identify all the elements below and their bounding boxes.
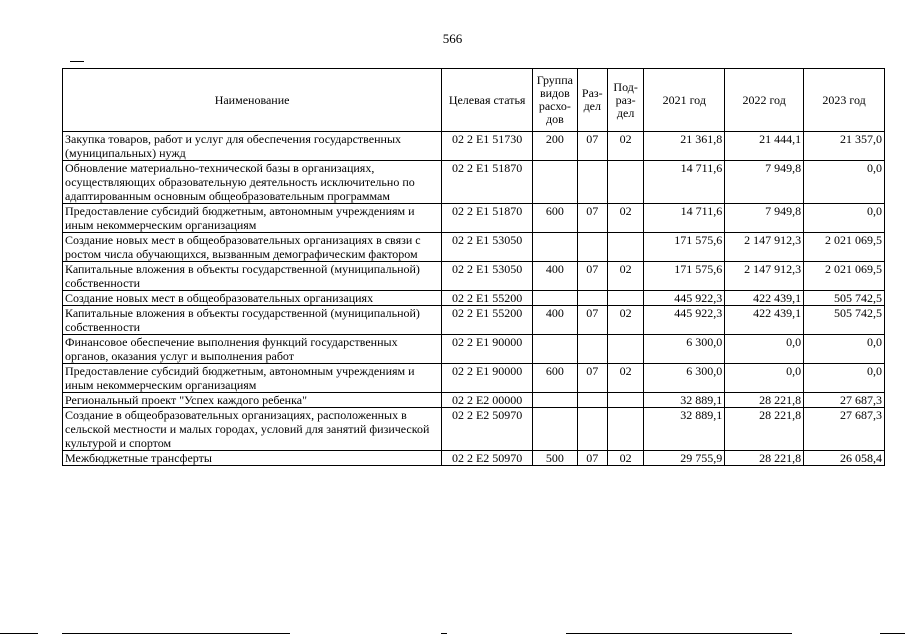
table-row xyxy=(63,335,885,364)
cell-2023: 505 742,5 xyxy=(804,306,885,335)
cell-code: 02 2 E1 51730 xyxy=(442,132,533,161)
cell-2021: 21 361,8 xyxy=(644,132,725,161)
cell-subsection xyxy=(607,335,643,364)
cell-name: Создание новых мест в общеобразовательных организациях xyxy=(63,291,442,306)
cell-2022: 0,0 xyxy=(725,364,804,393)
cell-subsection: 02 xyxy=(607,306,643,335)
page-number: 566 xyxy=(442,31,463,46)
cell-code: 02 2 E2 50970 xyxy=(442,408,533,451)
cell-code: 02 2 E1 55200 xyxy=(442,306,533,335)
cell-group xyxy=(533,393,577,408)
cell-section xyxy=(577,161,607,204)
table-body xyxy=(63,132,885,466)
cell-2021: 29 755,9 xyxy=(644,451,725,466)
cell-section xyxy=(577,291,607,306)
cell-subsection: 02 xyxy=(607,262,643,291)
cell-name: Создание в общеобразовательных организациях, расположенных в сельской местности и малых городах, условий для занятий физической культурой и спортом xyxy=(63,408,442,451)
table-row xyxy=(63,393,885,408)
cell-code: 02 2 E1 90000 xyxy=(442,335,533,364)
cell-2022: 2 147 912,3 xyxy=(725,233,804,262)
cell-code: 02 2 E1 55200 xyxy=(442,291,533,306)
cell-2023: 2 021 069,5 xyxy=(804,233,885,262)
cell-subsection: 02 xyxy=(607,364,643,393)
cell-section: 07 xyxy=(577,204,607,233)
cell-code: 02 2 E2 00000 xyxy=(442,393,533,408)
cell-subsection: 02 xyxy=(607,132,643,161)
cell-section xyxy=(577,408,607,451)
cell-group: 600 xyxy=(533,364,577,393)
cell-name: Региональный проект "Успех каждого ребенка" xyxy=(63,393,442,408)
cell-2023: 0,0 xyxy=(804,161,885,204)
header-2022: 2022 год xyxy=(725,69,804,132)
footer-line-right xyxy=(880,633,905,634)
cell-name: Капитальные вложения в объекты государственной (муниципальной) собственности xyxy=(63,306,442,335)
cell-2022: 28 221,8 xyxy=(725,408,804,451)
cell-group xyxy=(533,408,577,451)
cell-2023: 27 687,3 xyxy=(804,408,885,451)
cell-name: Финансовое обеспечение выполнения функций государственных органов, оказания услуг и выполнения работ xyxy=(63,335,442,364)
cell-group: 400 xyxy=(533,306,577,335)
header-section: Раз-дел xyxy=(577,69,607,132)
footer-line-mid xyxy=(441,633,447,634)
cell-2022: 2 147 912,3 xyxy=(725,262,804,291)
cell-name: Капитальные вложения в объекты государственной (муниципальной) собственности xyxy=(63,262,442,291)
cell-section xyxy=(577,335,607,364)
cell-name: Создание новых мест в общеобразовательных организациях в связи с ростом числа обучающихся, вызванным демографическим фактором xyxy=(63,233,442,262)
cell-name: Межбюджетные трансферты xyxy=(63,451,442,466)
cell-2023: 26 058,4 xyxy=(804,451,885,466)
cell-2023: 27 687,3 xyxy=(804,393,885,408)
cell-name: Предоставление субсидий бюджетным, автономным учреждениям и иным некоммерческим организациям xyxy=(63,204,442,233)
cell-section: 07 xyxy=(577,364,607,393)
table-row xyxy=(63,291,885,306)
cell-2021: 32 889,1 xyxy=(644,408,725,451)
table-row xyxy=(63,132,885,161)
cell-subsection xyxy=(607,393,643,408)
cell-2021: 445 922,3 xyxy=(644,291,725,306)
cell-code: 02 2 E1 51870 xyxy=(442,161,533,204)
cell-name: Обновление материально-технической базы в организациях, осуществляющих образовательную деятельность исключительно по адаптированным основным общеобразовательным программам xyxy=(63,161,442,204)
cell-group: 600 xyxy=(533,204,577,233)
table-row xyxy=(63,451,885,466)
cell-2023: 0,0 xyxy=(804,204,885,233)
cell-group xyxy=(533,291,577,306)
cell-2021: 445 922,3 xyxy=(644,306,725,335)
cell-section: 07 xyxy=(577,451,607,466)
cell-section xyxy=(577,393,607,408)
cell-section: 07 xyxy=(577,132,607,161)
budget-table xyxy=(62,68,885,466)
footer-line xyxy=(566,633,792,634)
cell-group xyxy=(533,335,577,364)
cell-2021: 14 711,6 xyxy=(644,204,725,233)
cell-2022: 7 949,8 xyxy=(725,161,804,204)
header-2021: 2021 год xyxy=(644,69,725,132)
footer-line xyxy=(62,633,290,634)
header-code: Целевая статья xyxy=(442,69,533,132)
cell-section xyxy=(577,233,607,262)
cell-code: 02 2 E1 51870 xyxy=(442,204,533,233)
cell-name: Закупка товаров, работ и услуг для обеспечения государственных (муниципальных) нужд xyxy=(63,132,442,161)
header-2023: 2023 год xyxy=(804,69,885,132)
cell-2022: 0,0 xyxy=(725,335,804,364)
header-mark xyxy=(70,61,84,62)
cell-2023: 2 021 069,5 xyxy=(804,262,885,291)
cell-2021: 32 889,1 xyxy=(644,393,725,408)
cell-section: 07 xyxy=(577,306,607,335)
footer-line-left xyxy=(0,633,38,634)
cell-subsection: 02 xyxy=(607,204,643,233)
cell-subsection xyxy=(607,161,643,204)
cell-group xyxy=(533,233,577,262)
cell-group xyxy=(533,161,577,204)
table-row xyxy=(63,262,885,291)
table-row xyxy=(63,233,885,262)
cell-2022: 7 949,8 xyxy=(725,204,804,233)
cell-subsection xyxy=(607,291,643,306)
cell-2022: 28 221,8 xyxy=(725,393,804,408)
cell-2022: 21 444,1 xyxy=(725,132,804,161)
cell-2021: 171 575,6 xyxy=(644,233,725,262)
cell-code: 02 2 E2 50970 xyxy=(442,451,533,466)
header-name: Наименование xyxy=(63,69,442,132)
cell-subsection xyxy=(607,408,643,451)
cell-2023: 0,0 xyxy=(804,335,885,364)
header-subsection: Под-раз-дел xyxy=(607,69,643,132)
cell-group: 500 xyxy=(533,451,577,466)
cell-group: 400 xyxy=(533,262,577,291)
cell-2022: 422 439,1 xyxy=(725,291,804,306)
table-row xyxy=(63,204,885,233)
cell-code: 02 2 E1 53050 xyxy=(442,262,533,291)
cell-code: 02 2 E1 53050 xyxy=(442,233,533,262)
table-row xyxy=(63,161,885,204)
cell-2023: 21 357,0 xyxy=(804,132,885,161)
table-row xyxy=(63,408,885,451)
cell-2021: 14 711,6 xyxy=(644,161,725,204)
table-row xyxy=(63,364,885,393)
cell-2023: 0,0 xyxy=(804,364,885,393)
cell-subsection xyxy=(607,233,643,262)
header-group: Группа видов расхо-дов xyxy=(533,69,577,132)
cell-2021: 6 300,0 xyxy=(644,335,725,364)
cell-2022: 422 439,1 xyxy=(725,306,804,335)
cell-subsection: 02 xyxy=(607,451,643,466)
table-header-row xyxy=(63,69,885,132)
table-row xyxy=(63,306,885,335)
cell-section: 07 xyxy=(577,262,607,291)
cell-2021: 6 300,0 xyxy=(644,364,725,393)
cell-group: 200 xyxy=(533,132,577,161)
cell-2022: 28 221,8 xyxy=(725,451,804,466)
cell-2023: 505 742,5 xyxy=(804,291,885,306)
cell-code: 02 2 E1 90000 xyxy=(442,364,533,393)
cell-name: Предоставление субсидий бюджетным, автономным учреждениям и иным некоммерческим организациям xyxy=(63,364,442,393)
cell-2021: 171 575,6 xyxy=(644,262,725,291)
